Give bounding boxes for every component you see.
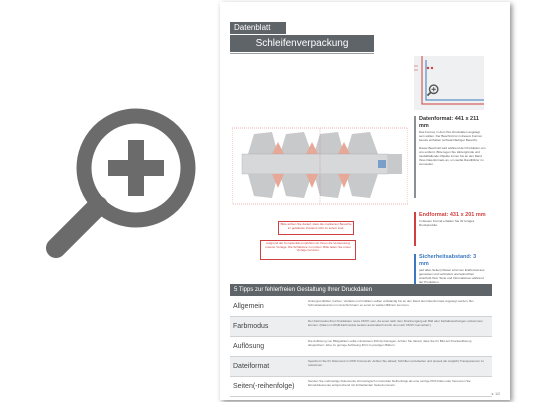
small-magnifier-icon[interactable] <box>426 83 440 97</box>
packaging-dieline-illustration <box>232 120 408 212</box>
tip-row <box>230 317 492 337</box>
tip-label: Auflösung <box>233 343 265 350</box>
tip-text: Speichern Sie Ihr Dokument im PDF Format ab. Achten Sie darauf, Schriften einzubetten und (soweit als möglich) Transparenzen zu reduzieren. <box>308 359 484 367</box>
datasheet-tag: Datenblatt <box>230 22 286 34</box>
product-title: Schleifenverpackung <box>230 35 374 52</box>
safety-margin-text: (auf allen Seiten) Dieser wird vom Endformat aus gemessen und verhindert unerwünschten Anschnitt Ihrer Texte und Informationen während der Produktion. <box>419 268 485 284</box>
final-format-title: Endformat: 431 x 201 mm <box>419 212 486 218</box>
page-number: s. 1/2 <box>491 392 500 396</box>
tip-label: Farbmodus <box>233 323 269 330</box>
magnifier-handle <box>56 206 98 248</box>
corner-detail-illustration <box>414 56 484 110</box>
tip-row <box>230 377 492 397</box>
datasheet-page <box>220 2 510 400</box>
data-format-text-2: Dieser Beschnitt wird während der Produktion von uns entfernt. Bitte legen Sie Hintergründe und randabfallende Objekte immer bis an den Rand Ihres Datenformats an, um weiße Randblitzer zu vermeiden. <box>419 146 486 166</box>
warning-note: Bitte achten Sie darauf, dass die markierten Bereiche im gefalteten Zustand nicht zu sehen sind. <box>278 221 354 235</box>
title-divider <box>230 53 374 54</box>
data-format-info <box>414 116 486 198</box>
tip-label: Dateiformat <box>233 363 270 370</box>
magnifier-plus-icon[interactable] <box>38 98 208 268</box>
tip-text: Die Auflösung von Bildgrafiken sollte mindestens 300 dpi betragen. Achten Sie darauf, dass Sie Ihr Bild auf Druckauflösung abspeichern. Eine zu geringe Auflösung führt zu pixeligen Bildern. <box>308 339 472 347</box>
safety-margin-info <box>414 254 486 284</box>
tip-label: Seiten(-reihenfolge) <box>233 383 295 390</box>
safety-margin-title: Sicherheitsabstand: 3 mm <box>419 254 477 267</box>
tip-label: Allgemein <box>233 303 264 310</box>
tip-text: Der Farbmodus Ihrer Druckdaten muss CMYK sein, da sonst nach dem Druckvorgang ein Bild oder Farbabweichungen vorkommen können. (Daten im RGB-Farbmodus werden automatisch durch uns nach CMYK konvertiert.) <box>308 319 483 327</box>
plus-horizontal <box>108 160 164 176</box>
tip-text: Hintergrundbilder, Farben, Verläufe und Grafiken sollten vollständig bis an den Rand des Datenformats angelegt werden. Bei Schneidetoleranzen im Anschnitt kann es sonst zu weißen Blitzern kommen. <box>308 299 474 307</box>
tip-row <box>230 297 492 317</box>
tip-row <box>230 337 492 357</box>
template-note: Aufgrund der Komplexität empfehlen wir Ihnen die Verwendung unserer Vorlage. Die Schablone zu nutzen. Bitte laden Sie unser Vorlage herunter. <box>260 240 356 260</box>
data-format-title: Datenformat: 441 x 211 mm <box>419 116 479 129</box>
final-format-text: In diesem Format erhalten Sie Ihr fertiges Druckprodukt. <box>419 219 475 227</box>
data-format-text: Das Format, in dem Ihre Druckdaten angelegt sein sollten. Der Beschnitt ist in diesem Format bereits enthalten (schwarz/farbiger Bereich). <box>419 130 482 142</box>
tip-row <box>230 357 492 377</box>
final-format-info <box>414 212 486 246</box>
tips-heading: 5 Tipps zur fehlerfreien Gestaltung Ihrer Druckdaten <box>230 284 492 296</box>
tip-text: Senden Sie mehrseitige Dokumente chronologisch in korrekter Reihenfolge als eine einzige PDF-Datei oder benennen Sie Einzeldokumente entsprechend mit fortlaufenden Seitennummern. <box>308 379 471 387</box>
